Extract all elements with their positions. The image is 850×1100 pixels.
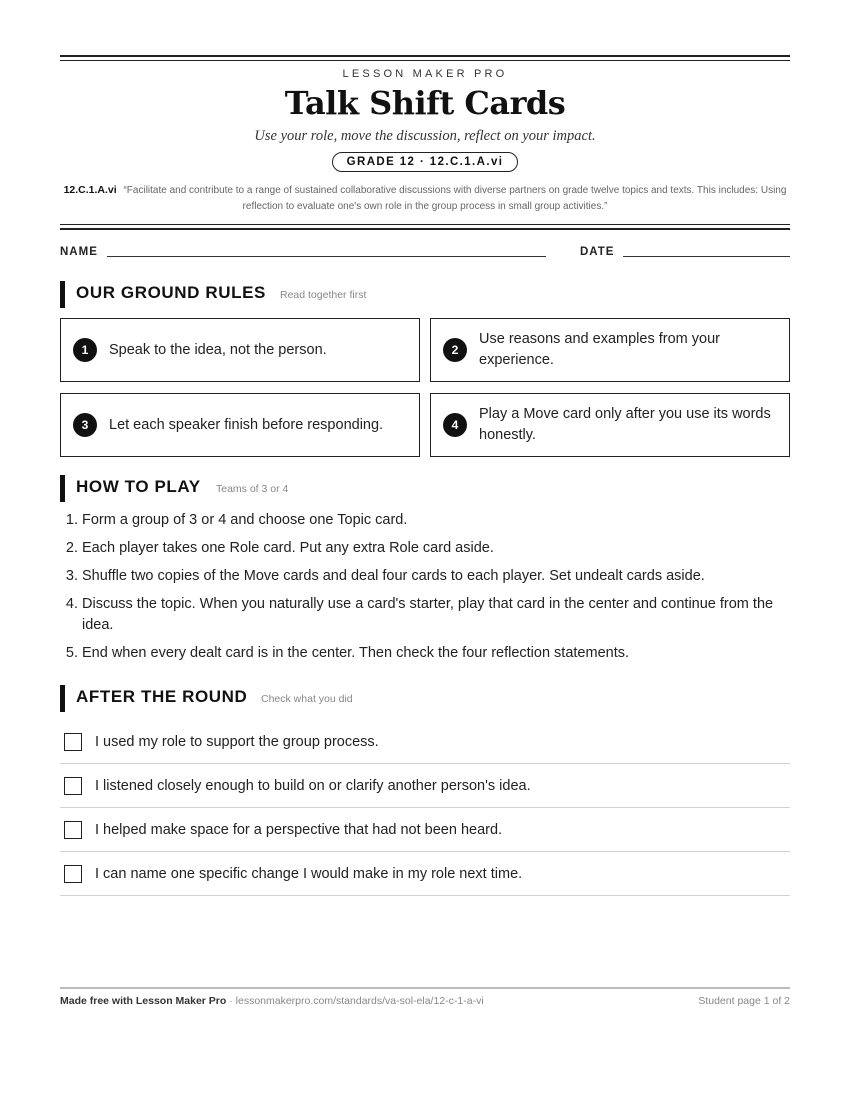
reflection-text: I listened closely enough to build on or clarify another person's idea.	[95, 777, 531, 794]
reflection-checkbox[interactable]	[64, 821, 82, 839]
how-to-play-note: Teams of 3 or 4	[216, 483, 289, 495]
ground-rule-card	[60, 318, 420, 382]
footer-url: · lessonmakerpro.com/standards/va-sol-ela/12-c-1-a-vi	[226, 995, 484, 1007]
step-text: Each player takes one Role card. Put any extra Role card aside.	[82, 540, 494, 556]
ground-rule-card	[430, 393, 790, 457]
rule-number-badge: 3	[73, 413, 97, 437]
footer-rule	[60, 987, 790, 989]
step-number: 1.	[65, 512, 78, 528]
reflection-item	[60, 720, 790, 764]
step-number: 4.	[65, 596, 78, 612]
footer-page-number: Student page 1 of 2	[698, 995, 790, 1007]
rule-text: Play a Move card only after you use its words honestly.	[479, 406, 771, 443]
step-number: 2.	[65, 540, 78, 556]
step-item	[60, 643, 790, 664]
page-title: Talk Shift Cards	[284, 84, 566, 122]
reflection-checkbox[interactable]	[64, 777, 82, 795]
reflection-checkbox[interactable]	[64, 865, 82, 883]
how-to-play-steps	[60, 510, 790, 671]
reflection-item	[60, 852, 790, 896]
after-round-section-header	[60, 685, 460, 711]
standard-statement	[60, 182, 790, 215]
page-subtitle: Use your role, move the discussion, reflect on your impact.	[254, 128, 596, 144]
rule-number-badge: 2	[443, 338, 467, 362]
section-accent-bar	[60, 685, 65, 712]
reflection-text: I used my role to support the group process.	[95, 733, 379, 750]
rule-number-badge: 1	[73, 338, 97, 362]
footer-made-with: Made free with Lesson Maker Pro	[60, 995, 227, 1007]
rule-text: Speak to the idea, not the person.	[109, 341, 327, 358]
name-field[interactable]	[107, 256, 546, 257]
section-accent-bar	[60, 281, 65, 308]
ground-rules-note: Read together first	[280, 289, 367, 301]
how-to-play-section-header	[60, 475, 460, 501]
header-top-rule-thin	[60, 60, 790, 61]
standard-text: “Facilitate and contribute to a range of sustained collaborative discussions with diverse partners on grade twelve topics and texts. This includes: Using reflection to evaluate one's own role in the group process in small group activities.”	[123, 185, 787, 212]
header-bottom-rule	[60, 228, 790, 230]
after-round-heading: AFTER THE ROUND	[76, 687, 248, 706]
header-top-rule	[60, 55, 790, 57]
how-to-play-heading: HOW TO PLAY	[76, 477, 201, 496]
step-text: Discuss the topic. When you naturally use a card's starter, play that card in the center and continue from the idea.	[82, 596, 774, 633]
header-bottom-rule-thin	[60, 224, 790, 225]
worksheet-page	[60, 0, 790, 1100]
reflection-text: I helped make space for a perspective that had not been heard.	[95, 821, 503, 838]
ground-rule-card	[430, 318, 790, 382]
step-item	[60, 566, 790, 587]
reflection-text: I can name one specific change I would make in my role next time.	[95, 865, 523, 882]
step-text: Shuffle two copies of the Move cards and deal four cards to each player. Set undealt cards aside.	[82, 568, 705, 584]
step-number: 5.	[65, 645, 78, 661]
reflection-item	[60, 808, 790, 852]
grade-badge-wrap	[60, 152, 790, 172]
date-field[interactable]	[623, 256, 790, 257]
name-label: NAME	[60, 246, 98, 258]
step-item	[60, 510, 790, 531]
step-item	[60, 594, 790, 636]
section-accent-bar	[60, 475, 65, 502]
step-number: 3.	[65, 568, 78, 584]
step-text: Form a group of 3 or 4 and choose one Topic card.	[82, 512, 408, 528]
step-text: End when every dealt card is in the center. Then check the four reflection statements.	[82, 645, 630, 661]
standard-code: 12.C.1.A.vi	[63, 184, 117, 196]
rule-number-badge: 4	[443, 413, 467, 437]
ground-rules-section-header	[60, 281, 460, 307]
grade-badge: GRADE 12 · 12.C.1.A.vi	[332, 152, 519, 172]
after-round-note: Check what you did	[261, 693, 353, 705]
ground-rules-heading: OUR GROUND RULES	[76, 283, 266, 302]
ground-rule-card	[60, 393, 420, 457]
reflection-checkbox[interactable]	[64, 733, 82, 751]
footer-credit	[60, 995, 484, 1007]
brand-name: LESSON MAKER PRO	[342, 68, 508, 80]
step-item	[60, 538, 790, 559]
date-label: DATE	[580, 246, 615, 258]
rule-text: Use reasons and examples from your experience.	[479, 331, 720, 368]
rule-text: Let each speaker finish before responding.	[109, 416, 384, 433]
reflection-item	[60, 764, 790, 808]
